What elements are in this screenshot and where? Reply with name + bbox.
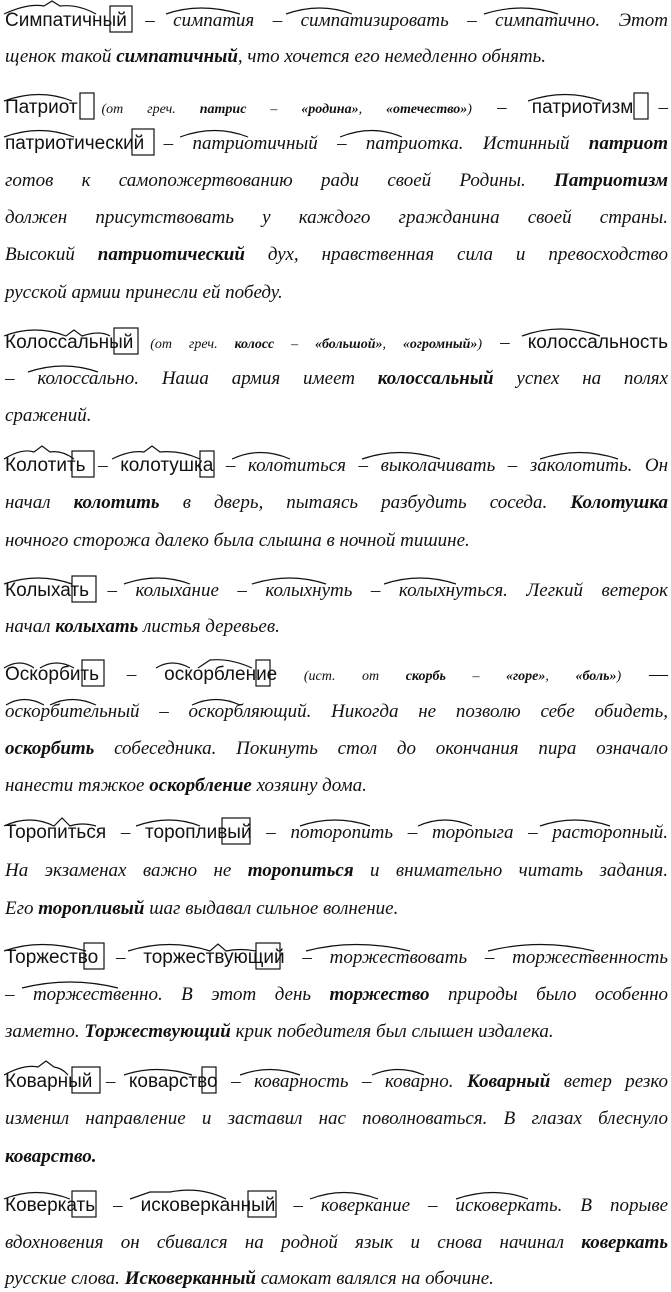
headword: торжествующий <box>143 947 285 968</box>
headword: Торжество <box>5 947 99 968</box>
headword: Оскорбить <box>5 664 100 685</box>
p3-line-3: сражений. <box>5 405 92 426</box>
p8-line-3: заметно. Торжествующий крик победителя был слышен издалека. <box>5 1021 554 1042</box>
headword: Колыхать <box>5 580 89 601</box>
p8-line-2: – торжественно. В этот день торжество природы было особенно <box>5 984 669 1005</box>
headword: Симпатичный <box>5 10 127 31</box>
p10-line-2: вдохновения он сбивался на родной язык и снова начинал коверкать <box>5 1232 668 1253</box>
headword: Торопиться <box>5 822 107 843</box>
p7-line-2: На экзаменах важно не торопиться и внимательно читать задания. <box>5 860 668 881</box>
related-word: симпатия <box>173 10 255 31</box>
p6-line-4: нанести тяжкое оскорбление хозяину дома. <box>5 775 367 796</box>
p2-line-5: Высокий патриотический дух, нравственная сила и превосходство <box>5 244 668 265</box>
headword: патриотизм <box>531 97 634 118</box>
p3-line-1: Колоссальный (от греч. колосс – «большой», «огромный») – колоссальность <box>5 332 669 353</box>
p1-line-2: щенок такой симпатичный, что хочется его немедленно обнять. <box>5 46 547 67</box>
p8-line-1: Торжество – торжествующий – торжествовать – торжественность <box>5 947 669 968</box>
p4-line-3: ночного сторожа далеко была слышна в ночной тишине. <box>5 530 470 551</box>
p4-line-2: начал колотить в дверь, пытаясь разбудить соседа. Колотушка <box>5 492 668 513</box>
headword: колотушка <box>120 455 214 476</box>
p2-line-1: Патриот (от греч. патрис – «родина», «отечество») – патриотизм – <box>5 97 669 118</box>
p9-line-2: изменил направление и заставил нас поволноваться. В глазах блеснуло <box>5 1108 668 1129</box>
p2-line-4: должен присутствовать у каждого гражданина своей страны. <box>5 207 668 228</box>
p6-line-3: оскорбить собеседника. Покинуть стол до окончания пира означало <box>5 738 668 759</box>
headword: исковерканный <box>140 1195 276 1216</box>
p10-line-3: русские слова. Исковерканный самокат валялся на обочине. <box>5 1268 494 1289</box>
headword: Патриот <box>5 97 78 118</box>
p7-line-1: Торопиться – торопливый – поторопить – торопыга – расторопный. <box>5 822 669 843</box>
headword: Колоссальный <box>5 332 134 353</box>
headword: Коварный <box>5 1071 93 1092</box>
bold-word: симпатичный <box>116 46 238 67</box>
headword: Коверкать <box>5 1195 96 1216</box>
related-word: симпатично. <box>495 10 601 31</box>
p5-line-2: начал колыхать листья деревьев. <box>5 616 280 637</box>
p6-line-1: Оскорбить – оскорбление (ист. от скорбь – «горе», «боль») — <box>5 664 668 685</box>
p7-line-3: Его торопливый шаг выдавал сильное волнение. <box>5 898 399 919</box>
related-word: симпатизировать <box>300 10 449 31</box>
p1-line-1: Симпатичный – симпатия – симпатизировать – симпатично. Этот <box>5 10 668 31</box>
p9-line-1: Коварный – коварство – коварность – коварно. Коварный ветер резко <box>5 1071 669 1092</box>
p3-line-2: – колоссально. Наша армия имеет колоссальный успех на полях <box>5 368 669 389</box>
p9-line-3: коварство. <box>5 1146 97 1167</box>
headword: коварство <box>128 1071 218 1092</box>
p6-line-2: оскорбительный – оскорбляющий. Никогда не позволю себе обидеть, <box>5 701 668 722</box>
headword: Колотить <box>5 455 86 476</box>
p4-line-1: Колотить – колотушка – колотиться – выколачивать – заколотить. Он <box>5 455 669 476</box>
p5-line-1: Колыхать – колыхание – колыхнуть – колыхнуться. Легкий ветерок <box>5 580 669 601</box>
headword: торопливый <box>145 822 252 843</box>
p2-line-6: русской армии принесли ей победу. <box>5 282 283 303</box>
headword: оскорбление <box>164 664 278 685</box>
p2-line-2: патриотический – патриотичный – патриотка. Истинный патриот <box>5 133 668 154</box>
headword: патриотический <box>5 133 145 154</box>
p2-line-3: готов к самопожертвованию ради своей Родины. Патриотизм <box>5 170 668 191</box>
headword: колоссальность <box>527 332 669 353</box>
p10-line-1: Коверкать – исковерканный – коверкание – исковеркать. В порыве <box>5 1195 669 1216</box>
